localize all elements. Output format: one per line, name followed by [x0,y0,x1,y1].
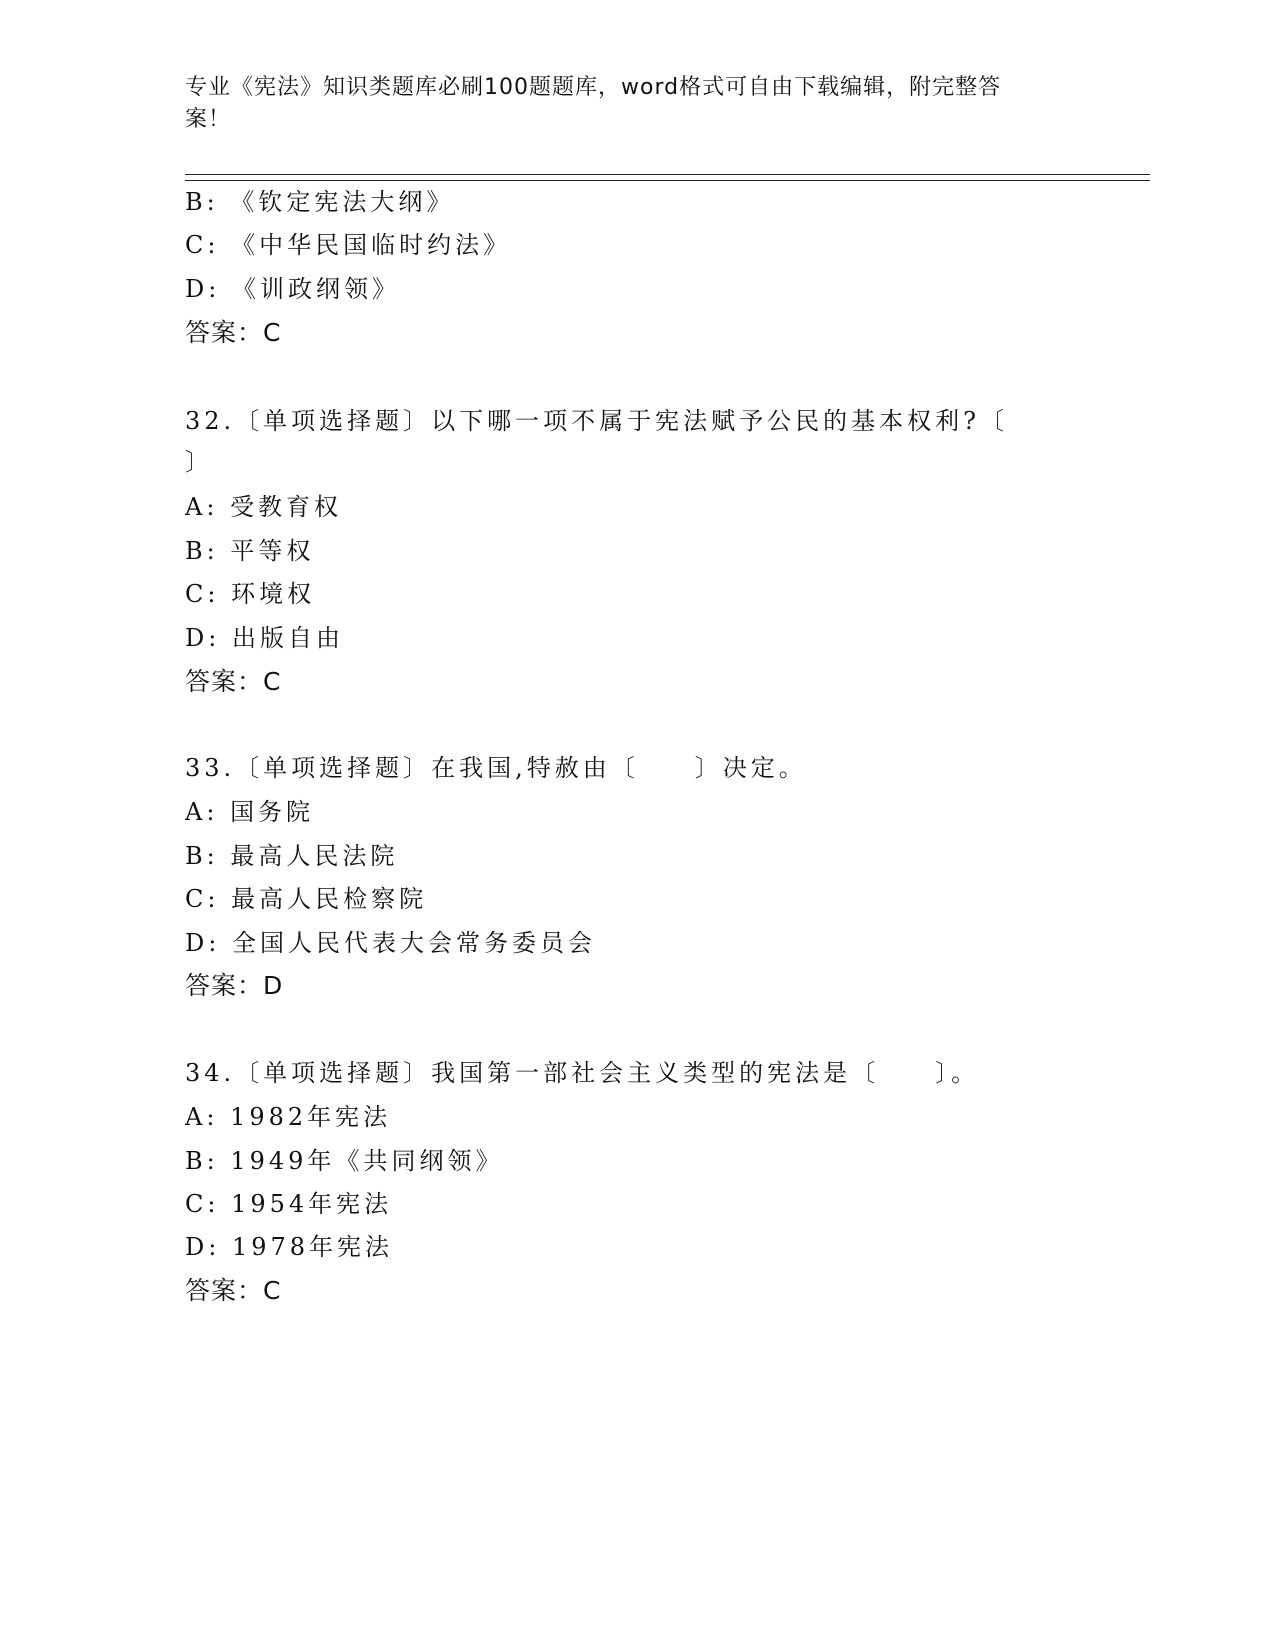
question-stem: 33.〔单项选择题〕在我国,特赦由〔 〕决定。 [185,754,807,782]
option-text: 国务院 [230,798,315,826]
answer-line: 答案：C [185,318,282,347]
option-label: D: [185,929,221,957]
option-text: 1954年宪法 [231,1190,393,1218]
option-row [185,1101,391,1133]
option-label: D: [185,624,221,652]
option-row [185,927,596,959]
option-label: C: [185,580,220,608]
header-title-line2: 案！ [185,107,232,132]
option-text: 全国人民代表大会常务委员会 [231,929,596,957]
option-text: 平等权 [230,537,315,565]
option-text: 《钦定宪法大纲》 [230,188,455,216]
answer-line: 答案：D [185,971,284,1000]
option-row [185,883,427,915]
header-title-line1: 专业《宪法》知识类题库必刷100题题库，word格式可自由下载编辑，附完整答 [185,75,1002,100]
option-row [185,1231,393,1263]
option-text: 受教育权 [230,493,343,521]
option-text: 《训政纲领》 [231,275,400,303]
question-stem-continued: 〕 [185,448,213,476]
option-label: B: [185,1147,219,1175]
option-label: D: [185,275,221,303]
option-row [185,796,314,828]
question-stem: 34.〔单项选择题〕我国第一部社会主义类型的宪法是〔 〕。 [185,1059,980,1087]
option-text: 1978年宪法 [231,1233,394,1261]
option-label: B: [185,537,219,565]
option-row [185,491,342,523]
option-text: 1949年《共同纲领》 [230,1147,504,1175]
option-label: C: [185,231,220,259]
option-text: 出版自由 [231,624,344,652]
option-text: 最高人民法院 [230,842,399,870]
option-row [185,578,315,610]
option-text: 最高人民检察院 [231,885,428,913]
option-label: C: [185,885,220,913]
document-header [185,72,1065,136]
answer-line: 答案：C [185,667,282,696]
header-rule-top [185,174,1150,175]
option-row [185,273,400,305]
option-text: 环境权 [231,580,316,608]
option-row [185,186,454,218]
answer-line: 答案：C [185,1276,282,1305]
option-row [185,1145,503,1177]
option-label: D: [185,1233,221,1261]
option-label: A: [185,798,219,826]
option-row [185,840,398,872]
option-text: 《中华民国临时约法》 [231,231,512,259]
option-row [185,535,314,567]
header-rule-bottom [185,180,1150,181]
option-label: B: [185,188,219,216]
option-label: B: [185,842,219,870]
option-label: C: [185,1190,220,1218]
option-label: A: [185,493,219,521]
option-text: 1982年宪法 [230,1103,392,1131]
question-stem: 32.〔单项选择题〕以下哪一项不属于宪法赋予公民的基本权利?〔 [185,407,1009,435]
option-label: A: [185,1103,219,1131]
option-row [185,229,511,261]
option-row [185,1188,392,1220]
option-row [185,622,344,654]
